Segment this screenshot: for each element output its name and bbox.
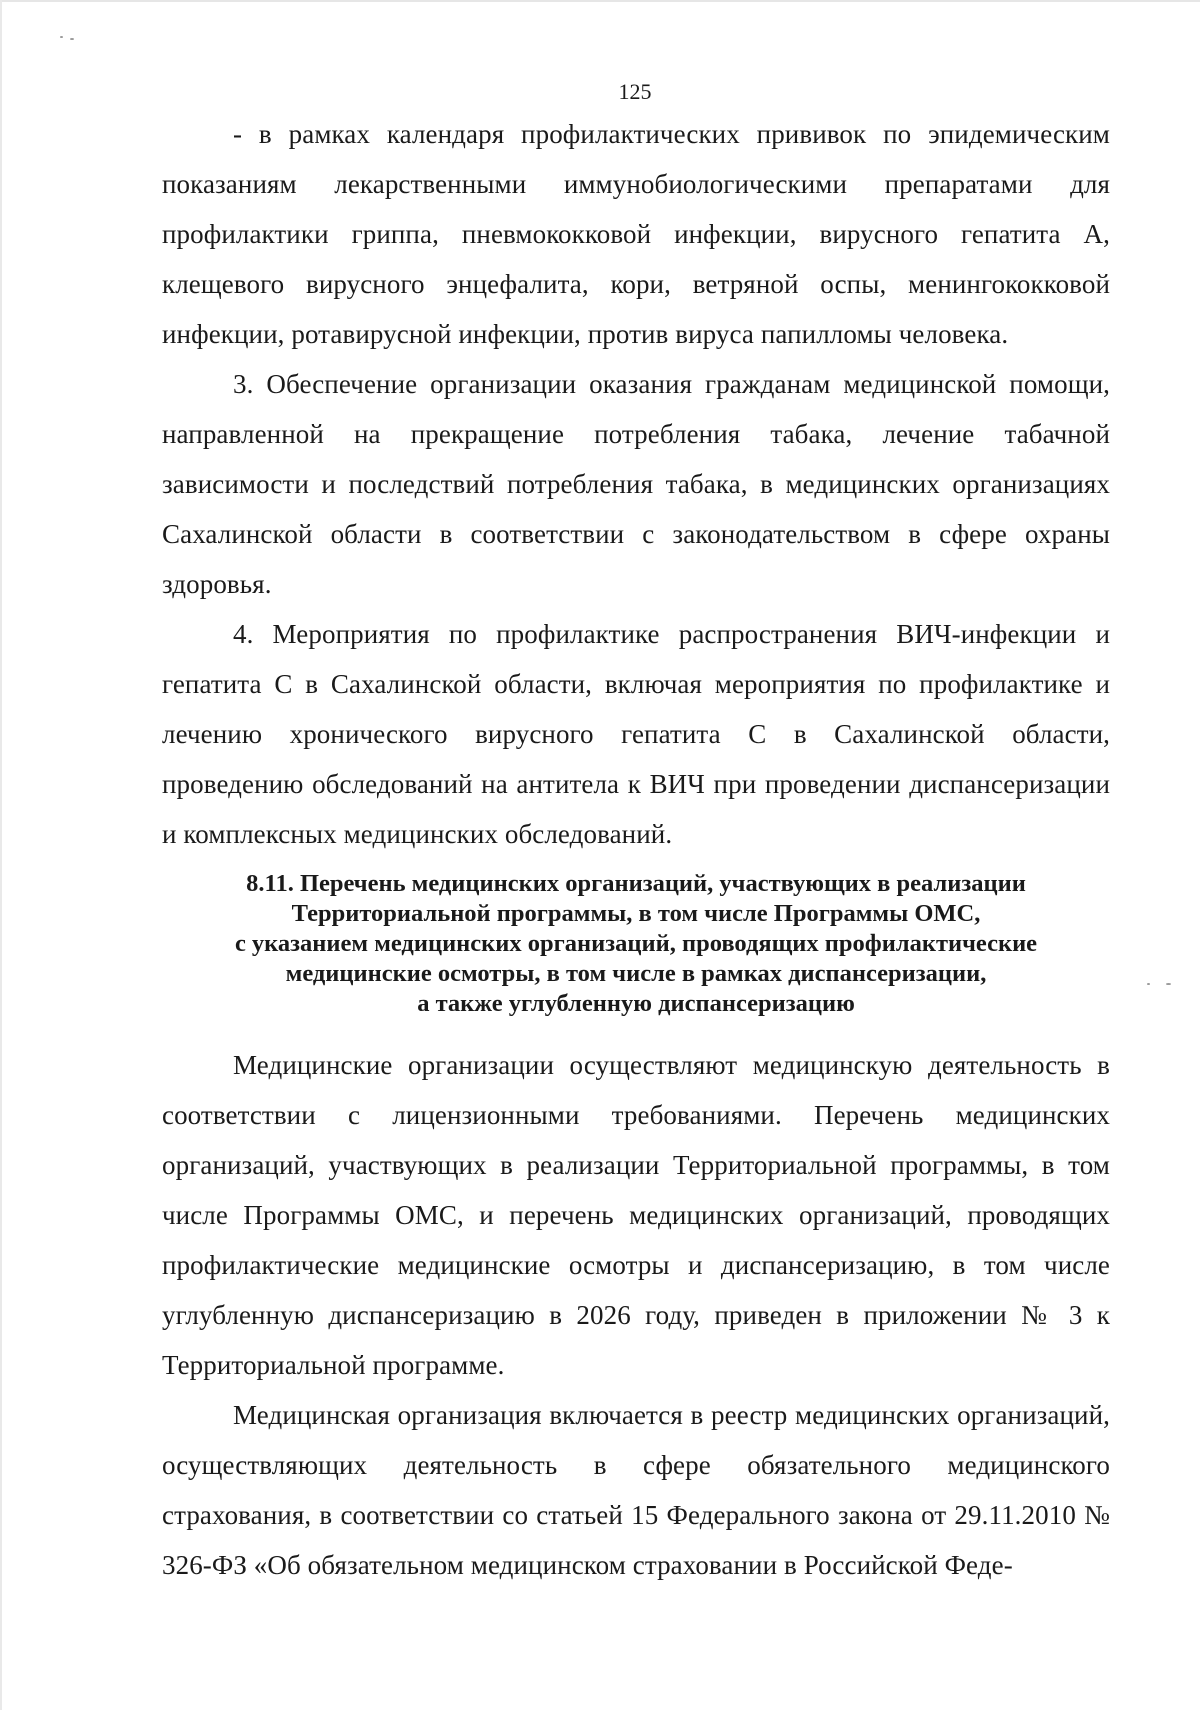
scan-edge-top — [0, 0, 1200, 2]
scan-edge-left — [0, 0, 2, 1710]
heading-line: с указанием медицинских организаций, проводящих профилактические — [234, 930, 1038, 957]
scan-speck — [70, 38, 74, 40]
heading-line: Территориальной программы, в том числе Программы ОМС, — [291, 900, 981, 927]
scan-speck — [1147, 983, 1150, 985]
paragraph-vaccination: - в рамках календаря профилактических прививок по эпидемическим показаниям лекарственными иммунобиологическими препаратами для профилактики гриппа, пневмококковой инфекции, вирусного гепатита А, клещевого вирусного энцефалита, кори, ветряной оспы, менингококковой инфекции, ротавирусной инфекции, против вируса папилломы человека. — [162, 119, 1110, 349]
body-block-top — [162, 109, 1110, 859]
heading-line: а также углубленную диспансеризацию — [417, 990, 855, 1017]
scan-speck — [1166, 983, 1171, 985]
page-number: 125 — [618, 79, 652, 104]
paragraph-tobacco: 3. Обеспечение организации оказания гражданам медицинской помощи, направленной на прекращение потребления табака, лечение табачной зависимости и последствий потребления табака, в медицинских организациях Сахалинской области в соответствии с законодательством в сфере охраны здоровья. — [162, 369, 1110, 599]
section-heading — [162, 869, 1110, 1019]
paragraph-licensing: Медицинские организации осуществляют медицинскую деятельность в соответствии с лицензионными требованиями. Перечень медицинских организаций, участвующих в реализации Территориальной программы, в том числе Программы ОМС, и перечень медицинских организаций, проводящих профилактические медицинские осмотры и диспансеризацию, в том числе углубленную диспансеризацию в 2026 году, приведен в приложении № 3 к Территориальной программе. — [162, 1050, 1110, 1380]
scan-speck — [60, 36, 63, 38]
paragraph-hiv: 4. Мероприятия по профилактике распространения ВИЧ-инфекции и гепатита С в Сахалинской области, включая мероприятия по профилактике и лечению хронического вирусного гепатита С в Сахалинской области, проведению обследований на антитела к ВИЧ при проведении диспансеризации и комплексных медицинских обследований. — [162, 619, 1110, 849]
paragraph-registry: Медицинская организация включается в реестр медицинских организаций, осуществляющих деятельность в сфере обязательного медицинского страхования, в соответствии со статьей 15 Федерального закона от 29.11.2010 № 326-ФЗ «Об обязательном медицинском страховании в Российской Феде- — [162, 1400, 1110, 1580]
heading-line: 8.11. Перечень медицинских организаций, участвующих в реализации — [246, 870, 1026, 897]
body-block-bottom — [162, 1040, 1110, 1590]
heading-line: медицинские осмотры, в том числе в рамках диспансеризации, — [285, 960, 987, 987]
